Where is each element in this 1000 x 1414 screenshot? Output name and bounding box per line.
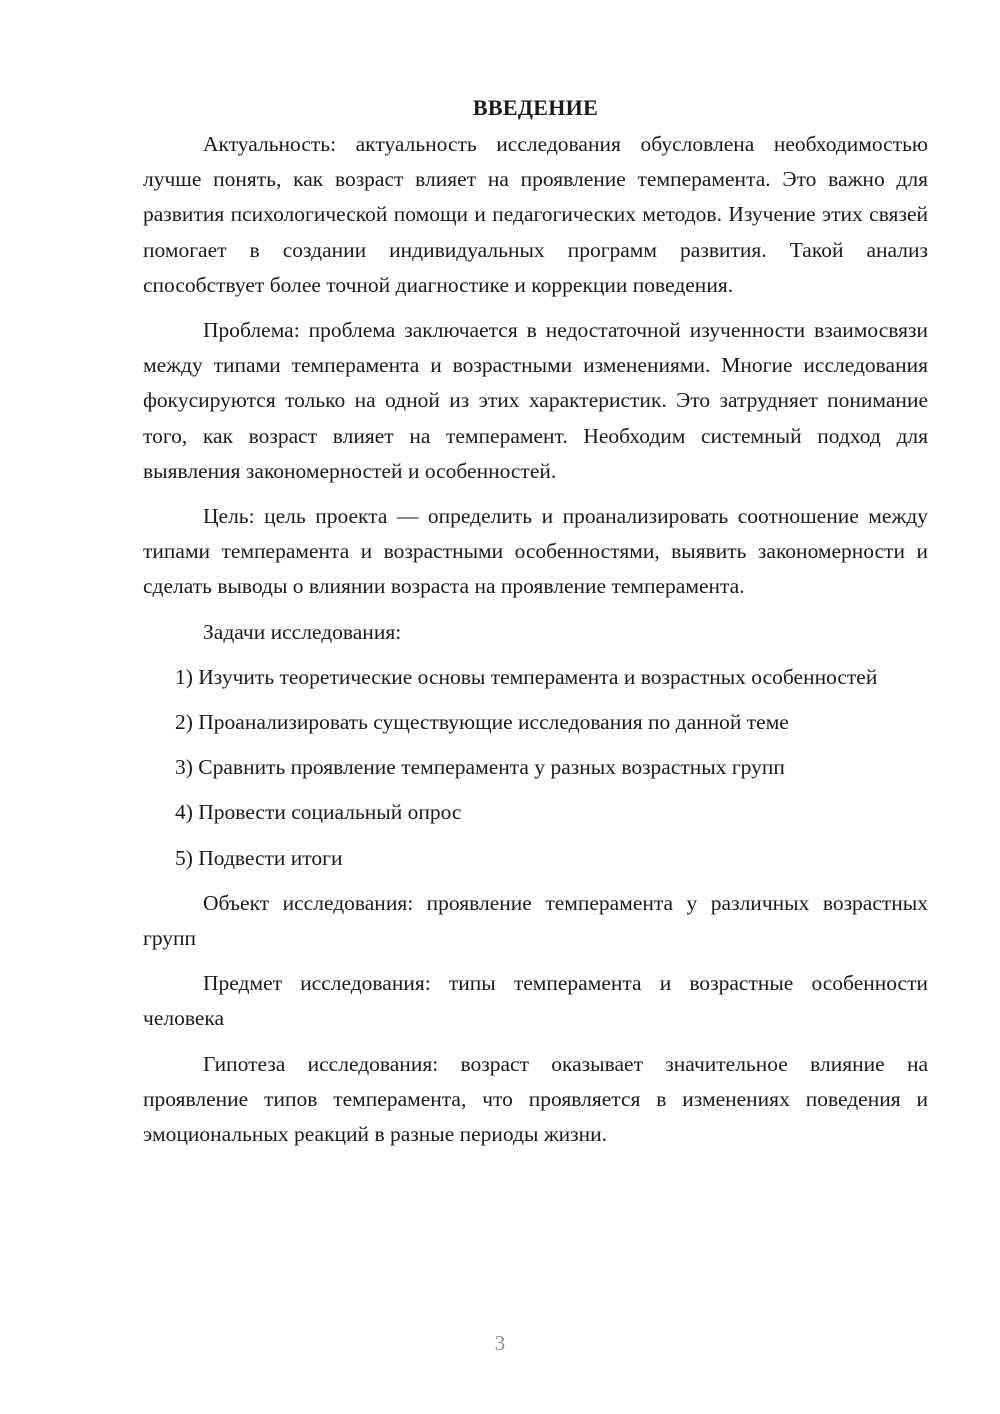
task-item-4: 4) Провести социальный опрос: [175, 800, 462, 825]
task-item-3: 3) Сравнить проявление темперамента у разных возрастных групп: [175, 755, 785, 780]
page-title: ВВЕДЕНИЕ: [472, 95, 599, 120]
paragraph-object: Объект исследования: проявление темперамента у различных возрастных групп: [143, 890, 928, 951]
paragraph-problem: Проблема: проблема заключается в недостаточной изученности взаимосвязи между типами темперамента и возрастными изменениями. Многие исследования фокусируются только на одной из этих характеристик. Это затрудняет понимание того, как возраст влияет на темперамент. Необходим системный подход для выявления закономерностей и особенностей.: [143, 318, 928, 483]
paragraph-goal: Цель: цель проекта — определить и проанализировать соотношение между типами темперамента и возрастными особенностями, выявить закономерности и сделать выводы о влиянии возраста на проявление темперамента.: [143, 504, 928, 599]
task-item-1: 1) Изучить теоретические основы темперамента и возрастных особенностей: [175, 664, 878, 689]
tasks-heading: Задачи исследования:: [203, 619, 402, 644]
paragraph-hypothesis: Гипотеза исследования: возраст оказывает значительное влияние на проявление типов темперамента, что проявляется в изменениях поведения и эмоциональных реакций в разные периоды жизни.: [143, 1051, 928, 1147]
task-item-2: 2) Проанализировать существующие исследования по данной теме: [175, 710, 789, 735]
paragraph-relevance: Актуальность: актуальность исследования обусловлена необходимостью лучше понять, как возраст влияет на проявление темперамента. Это важно для развития психологической помощи и педагогических методов. Изучение этих связей помогает в создании индивидуальных программ развития. Такой анализ способствует более точной диагностике и коррекции поведения.: [143, 132, 928, 297]
task-item-5: 5) Подвести итоги: [175, 845, 343, 870]
document-page: [143, 90, 928, 1162]
page-number: 3: [494, 1331, 506, 1355]
paragraph-subject: Предмет исследования: типы темперамента и возрастные особенности человека: [143, 971, 928, 1031]
